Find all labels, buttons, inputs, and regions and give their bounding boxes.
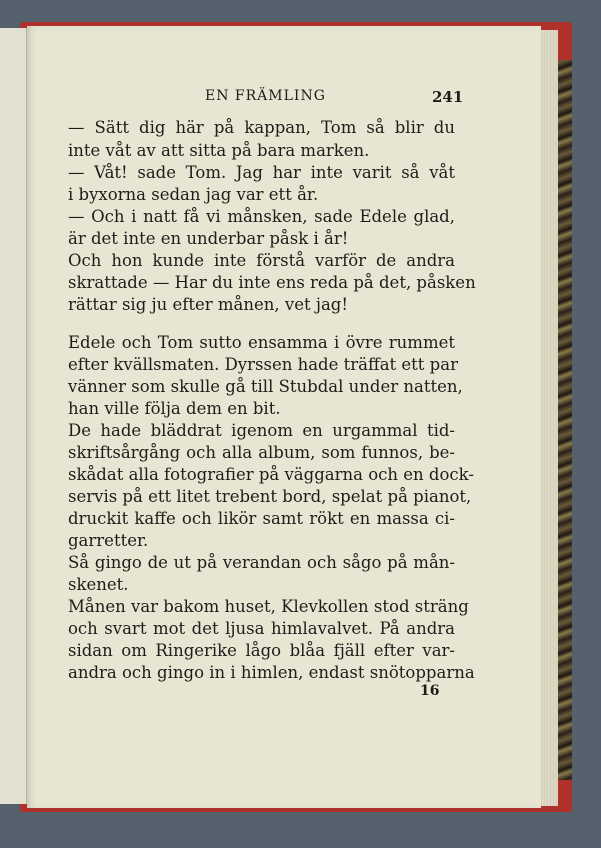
text-line: — Sätt dig här på kappan, Tom så blir du	[68, 118, 455, 137]
text-line: skenet.	[68, 575, 129, 594]
text-line: — Och i natt få vi månsken, sade Edele glad,	[68, 207, 455, 226]
text-line: skrattade — Har du inte ens reda på det, påsken	[68, 273, 476, 292]
text-line: Och hon kunde inte förstå varför de andra	[68, 251, 455, 270]
text-line: — Våt! sade Tom. Jag har inte varit så våt	[68, 163, 455, 182]
text-line: i byxorna sedan jag var ett år.	[68, 185, 319, 204]
left-page-edge	[0, 28, 27, 804]
text-line: Månen var bakom huset, Klevkollen stod sträng	[68, 597, 469, 616]
text-line: servis på ett litet trebent bord, spelat på pianot,	[68, 487, 472, 506]
signature-mark: 16	[420, 683, 440, 699]
text-line: skriftsårgång och alla album, som funnos, be-	[68, 443, 455, 462]
text-line: Så gingo de ut på verandan och sågo på mån-	[68, 553, 455, 572]
text-line: sidan om Ringerike lågo blåa fjäll efter var-	[68, 641, 455, 660]
page-number: 241	[432, 88, 464, 106]
text-line: rättar sig ju efter månen, vet jag!	[68, 295, 348, 314]
text-line: druckit kaffe och likör samt rökt en massa ci-	[68, 509, 455, 528]
text-line: Edele och Tom sutto ensamma i övre rummet	[68, 333, 455, 352]
text-line: inte våt av att sitta på bara marken.	[68, 141, 370, 160]
running-header: EN FRÄMLING	[205, 88, 326, 104]
text-line: och svart mot det ljusa himlavalvet. På andra	[68, 619, 455, 638]
text-line: efter kvällsmaten. Dyrssen hade träffat ett par	[68, 355, 458, 374]
text-line: De hade bläddrat igenom en urgammal tid-	[68, 421, 455, 440]
text-line: andra och gingo in i himlen, endast snötopparna	[68, 663, 475, 682]
text-line: är det inte en underbar påsk i år!	[68, 229, 349, 248]
text-line: vänner som skulle gå till Stubdal under natten,	[68, 377, 463, 396]
text-line: han ville följa dem en bit.	[68, 399, 281, 418]
text-line: garretter.	[68, 531, 149, 550]
text-line: skådat alla fotografier på väggarna och en dock-	[68, 465, 474, 484]
